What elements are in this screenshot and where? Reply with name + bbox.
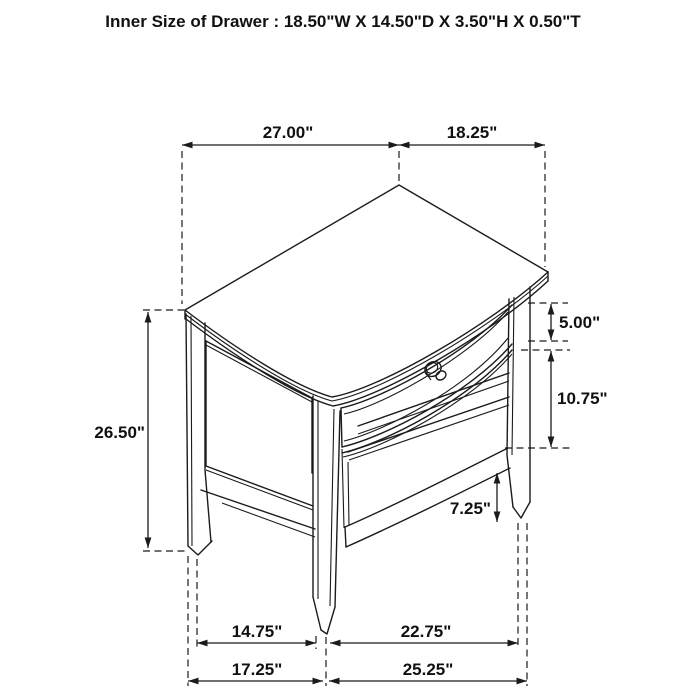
left-leg xyxy=(186,314,212,555)
top-width-label: 27.00" xyxy=(262,123,314,142)
drawer-height-label: 5.00" xyxy=(559,313,601,332)
extension-lines xyxy=(143,151,570,686)
nightstand-drawing xyxy=(185,185,548,634)
top-depth-label: 18.25" xyxy=(446,123,498,142)
top-width-dimension xyxy=(182,123,399,145)
front-right-span-dimension xyxy=(330,622,518,643)
right-leg xyxy=(507,287,530,518)
front-right-span-label: 22.75" xyxy=(400,622,452,641)
drawer-knob xyxy=(422,358,448,381)
overall-height-label: 26.50" xyxy=(94,423,145,442)
opening-height-label: 10.75" xyxy=(557,389,608,408)
side-panel xyxy=(201,341,315,537)
base-right-span-label: 25.25" xyxy=(402,660,454,679)
top-depth-dimension xyxy=(399,123,545,145)
front-left-span-dimension xyxy=(197,622,316,643)
base-left-span-label: 17.25" xyxy=(231,660,283,679)
height-dimension xyxy=(94,312,148,548)
diagram-title: Inner Size of Drawer : 18.50"W X 14.50"D X 3.50"H X 0.50"T xyxy=(105,12,581,31)
base-left-span-dimension xyxy=(188,660,323,681)
base-right-span-dimension xyxy=(329,660,527,681)
center-leg xyxy=(313,396,340,634)
shelf-clearance-dimension xyxy=(450,473,497,522)
front-left-span-label: 14.75" xyxy=(231,622,283,641)
lower-shelf xyxy=(345,448,510,547)
shelf-clearance-label: 7.25" xyxy=(449,499,491,518)
opening-height-dimension xyxy=(551,351,608,447)
drawer-height-dimension xyxy=(551,304,600,340)
